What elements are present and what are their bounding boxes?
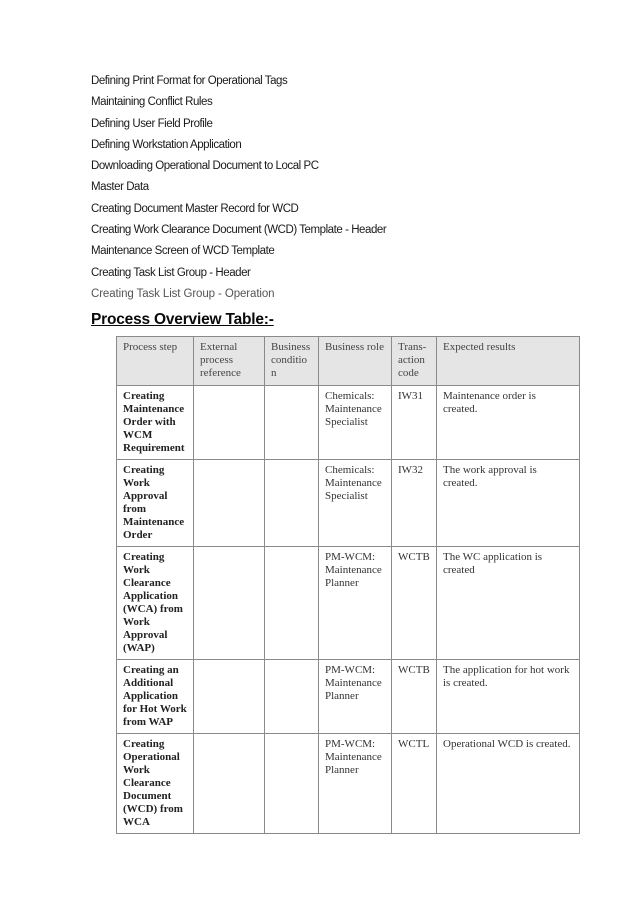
cell-business-condition [265, 734, 319, 834]
cell-process-step: Creating Maintenance Order with WCM Requirement [117, 386, 194, 460]
task-list [91, 73, 386, 307]
cell-external-reference [194, 547, 265, 660]
task-list-item: Maintaining Conflict Rules [91, 96, 213, 109]
cell-transaction-code: WCTB [392, 547, 437, 660]
task-list-item: Creating Task List Group - Operation [91, 287, 275, 300]
cell-business-role: PM-WCM: Maintenance Planner [319, 734, 392, 834]
task-list-item: Creating Work Clearance Document (WCD) Template - Header [91, 224, 387, 237]
header-expected-results: Expected results [437, 337, 580, 386]
table-row [117, 734, 580, 834]
cell-expected-results: Operational WCD is created. [437, 734, 580, 834]
header-external-reference: External process reference [194, 337, 265, 386]
header-transaction-code: Trans- action code [392, 337, 437, 386]
cell-process-step: Creating an Additional Application for Hot Work from WAP [117, 660, 194, 734]
table-row [117, 660, 580, 734]
cell-transaction-code: IW32 [392, 460, 437, 547]
cell-transaction-code: IW31 [392, 386, 437, 460]
cell-business-role: PM-WCM: Maintenance Planner [319, 547, 392, 660]
cell-transaction-code: WCTL [392, 734, 437, 834]
cell-expected-results: The WC application is created [437, 547, 580, 660]
cell-business-role: Chemicals: Maintenance Specialist [319, 460, 392, 547]
table-row [117, 547, 580, 660]
section-title: Process Overview Table:- [91, 311, 274, 328]
table-header-row [117, 337, 580, 386]
task-list-item: Defining Print Format for Operational Tags [91, 75, 288, 87]
task-list-item: Defining User Field Profile [91, 117, 213, 130]
cell-external-reference [194, 660, 265, 734]
task-list-item: Maintenance Screen of WCD Template [91, 245, 275, 258]
cell-process-step: Creating Operational Work Clearance Document (WCD) from WCA [117, 734, 194, 834]
cell-expected-results: Maintenance order is created. [437, 386, 580, 460]
task-list-item: Defining Workstation Application [91, 138, 242, 151]
cell-expected-results: The application for hot work is created. [437, 660, 580, 734]
cell-business-condition [265, 460, 319, 547]
cell-expected-results: The work approval is created. [437, 460, 580, 547]
cell-process-step: Creating Work Clearance Application (WCA) from Work Approval (WAP) [117, 547, 194, 660]
cell-business-condition [265, 660, 319, 734]
cell-external-reference [194, 386, 265, 460]
cell-business-condition [265, 547, 319, 660]
header-process-step: Process step [117, 337, 194, 386]
cell-business-condition [265, 386, 319, 460]
header-business-role: Business role [319, 337, 392, 386]
cell-process-step: Creating Work Approval from Maintenance Order [117, 460, 194, 547]
cell-external-reference [194, 460, 265, 547]
process-overview-table [116, 336, 580, 834]
cell-business-role: PM-WCM: Maintenance Planner [319, 660, 392, 734]
task-list-item: Master Data [91, 181, 149, 194]
header-business-condition: Business condition [265, 337, 319, 386]
cell-external-reference [194, 734, 265, 834]
task-list-item: Creating Document Master Record for WCD [91, 202, 299, 215]
cell-business-role: Chemicals: Maintenance Specialist [319, 386, 392, 460]
table-row [117, 460, 580, 547]
cell-transaction-code: WCTB [392, 660, 437, 734]
task-list-item: Downloading Operational Document to Local PC [91, 160, 319, 173]
task-list-item: Creating Task List Group - Header [91, 266, 251, 279]
table-row [117, 386, 580, 460]
